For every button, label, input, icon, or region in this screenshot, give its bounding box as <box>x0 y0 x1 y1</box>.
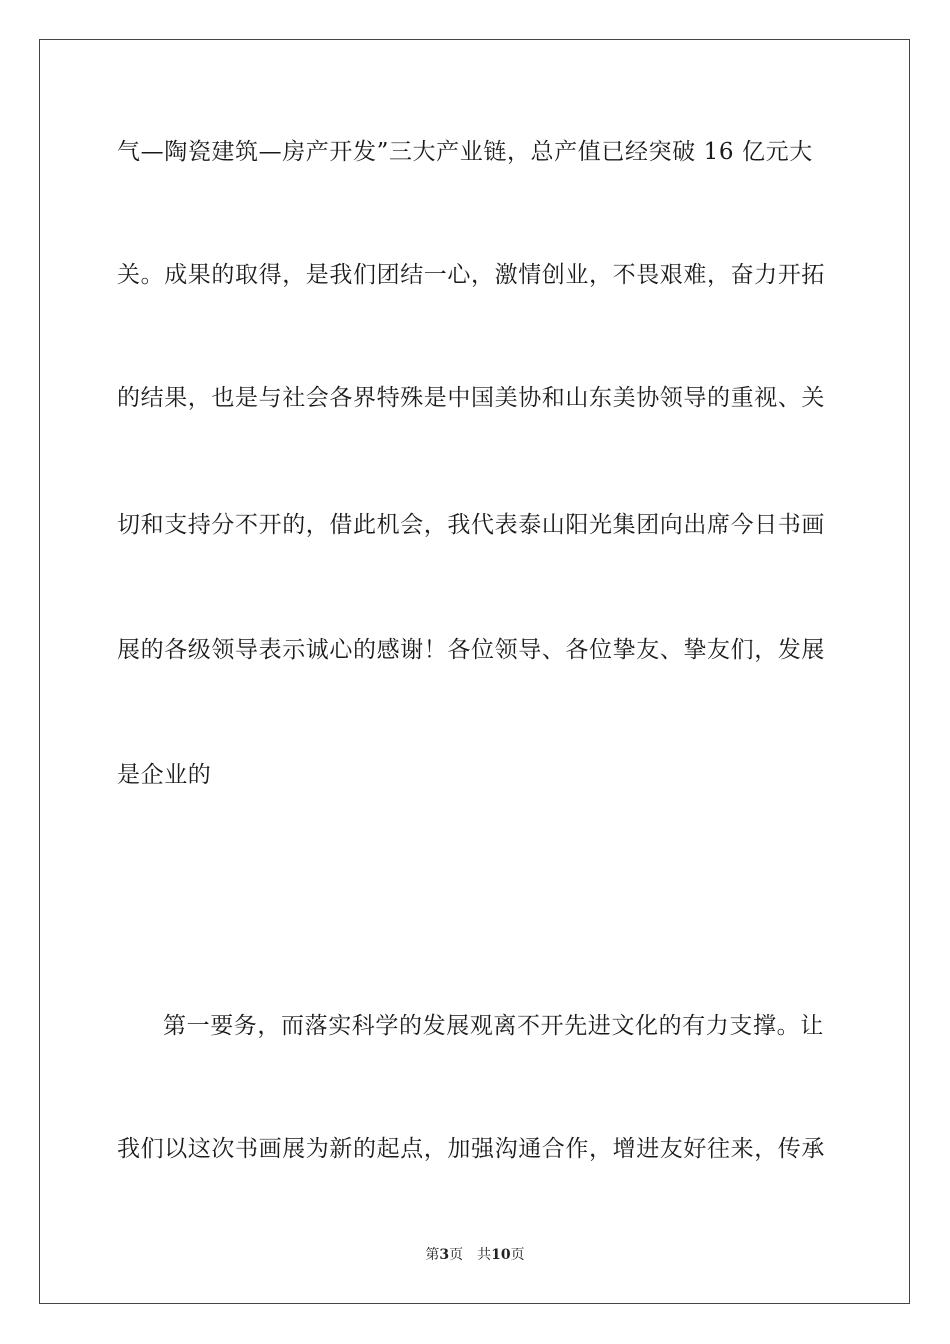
page-prefix: 第 <box>425 1247 440 1263</box>
page-footer <box>0 1246 950 1264</box>
total-prefix: 共 <box>477 1247 492 1263</box>
body-text-line-5: 展的各级领导表示诚心的感谢！各位领导、各位挚友、挚友们，发展 <box>117 637 825 663</box>
page-number: 3 <box>439 1247 450 1263</box>
body-text-line-3: 的结果，也是与社会各界特殊是中国美协和山东美协领导的重视、关 <box>117 385 825 411</box>
body-text-line-2: 关。成果的取得，是我们团结一心，激情创业，不畏艰难，奋力开拓 <box>117 262 825 288</box>
body-text-line-1: 气—陶瓷建筑—房产开发”三大产业链，总产值已经突破 16 亿元大 <box>117 139 813 165</box>
body-text-line-6: 是企业的 <box>117 762 212 788</box>
total-pages: 10 <box>491 1247 511 1263</box>
page-frame <box>39 39 910 1304</box>
body-text-line-8: 我们以这次书画展为新的起点，加强沟通合作，增进友好往来，传承 <box>117 1136 825 1162</box>
total-suffix: 页 <box>510 1247 525 1263</box>
body-text-line-4: 切和支持分不开的，借此机会，我代表泰山阳光集团向出席今日书画 <box>117 512 825 538</box>
page-suffix: 页 <box>449 1247 464 1263</box>
body-text-line-7: 第一要务，而落实科学的发展观离不开先进文化的有力支撑。让 <box>163 1013 824 1039</box>
